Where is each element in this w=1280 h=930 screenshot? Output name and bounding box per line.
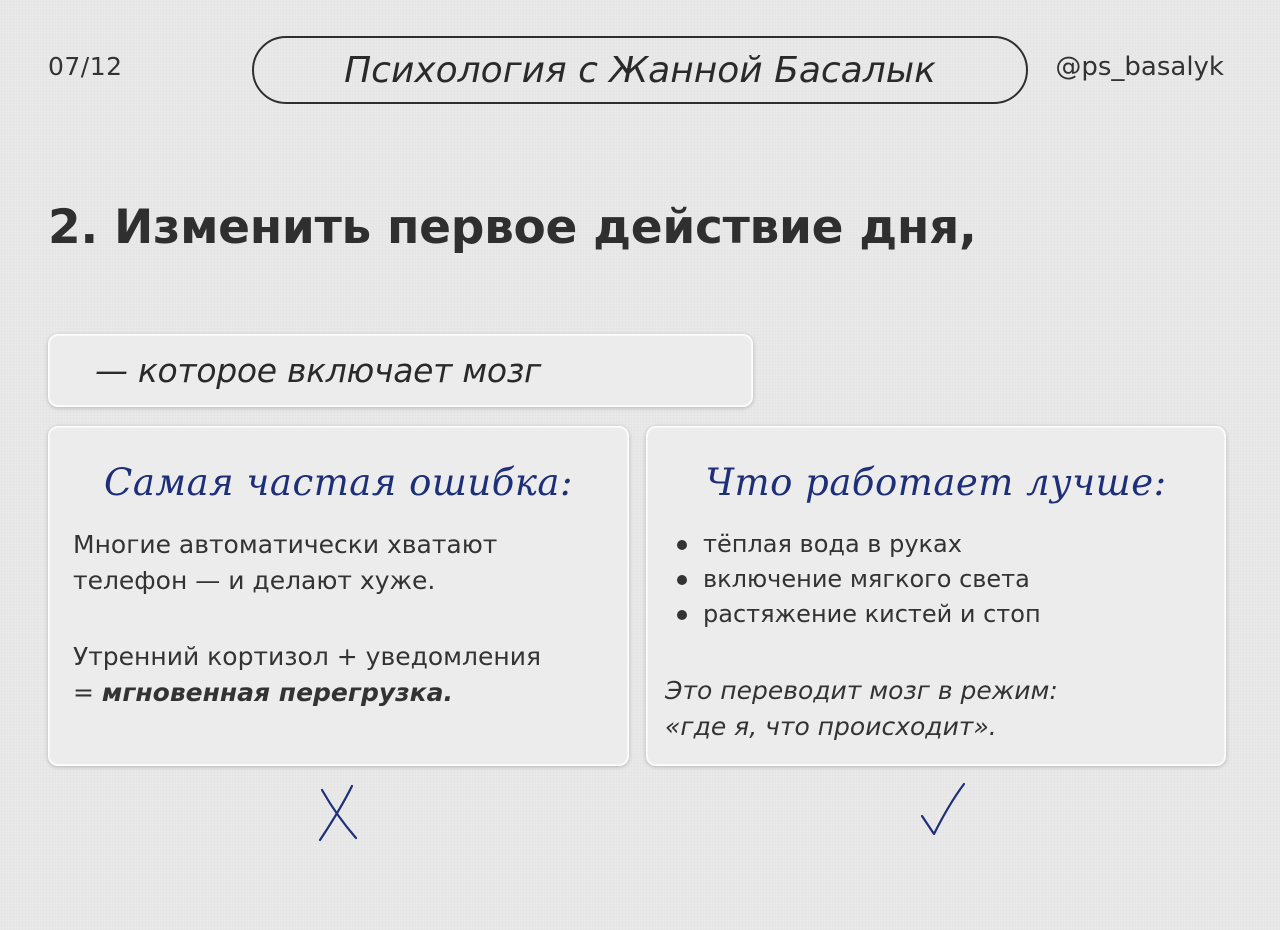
main-heading: 2. Изменить первое действие дня, bbox=[48, 200, 977, 255]
instagram-handle: @ps_basalyk bbox=[1055, 52, 1224, 82]
list-item bbox=[677, 562, 1041, 597]
list-item-label: тёплая вода в руках bbox=[703, 530, 962, 558]
mistake-line-2: телефон — и делают хуже. bbox=[73, 566, 436, 595]
bullet-icon bbox=[677, 575, 687, 585]
mistake-body bbox=[73, 527, 541, 711]
mistake-card bbox=[48, 426, 629, 766]
better-footer bbox=[665, 673, 1058, 745]
bullet-icon bbox=[677, 540, 687, 550]
bullet-icon bbox=[677, 610, 687, 620]
mistake-line-4 bbox=[73, 675, 541, 711]
list-item bbox=[677, 597, 1041, 632]
equals-prefix: = bbox=[73, 678, 102, 707]
overload-emphasis: мгновенная перегрузка. bbox=[101, 678, 453, 707]
list-item-label: включение мягкого света bbox=[703, 565, 1030, 593]
subtitle-box bbox=[48, 334, 753, 407]
cross-mark-icon bbox=[314, 780, 364, 844]
better-card bbox=[646, 426, 1226, 766]
list-item-label: растяжение кистей и стоп bbox=[703, 600, 1041, 628]
header-title-pill bbox=[252, 36, 1028, 104]
tips-list bbox=[677, 527, 1041, 632]
better-footer-line-1: Это переводит мозг в режим: bbox=[665, 676, 1058, 705]
page-number: 07/12 bbox=[48, 52, 123, 81]
mistake-heading: Самая частая ошибка: bbox=[104, 461, 573, 504]
better-heading: Что работает лучше: bbox=[705, 461, 1167, 504]
check-mark-icon bbox=[912, 780, 972, 840]
header-title: Психология с Жанной Басалык bbox=[344, 49, 936, 91]
spacer bbox=[73, 599, 541, 639]
mistake-line-3: Утренний кортизол + уведомления bbox=[73, 642, 542, 671]
subtitle-text: — которое включает мозг bbox=[95, 351, 542, 390]
list-item bbox=[677, 527, 1041, 562]
mistake-line-1: Многие автоматически хватают bbox=[73, 530, 498, 559]
better-footer-line-2: «где я, что происходит». bbox=[665, 712, 997, 741]
